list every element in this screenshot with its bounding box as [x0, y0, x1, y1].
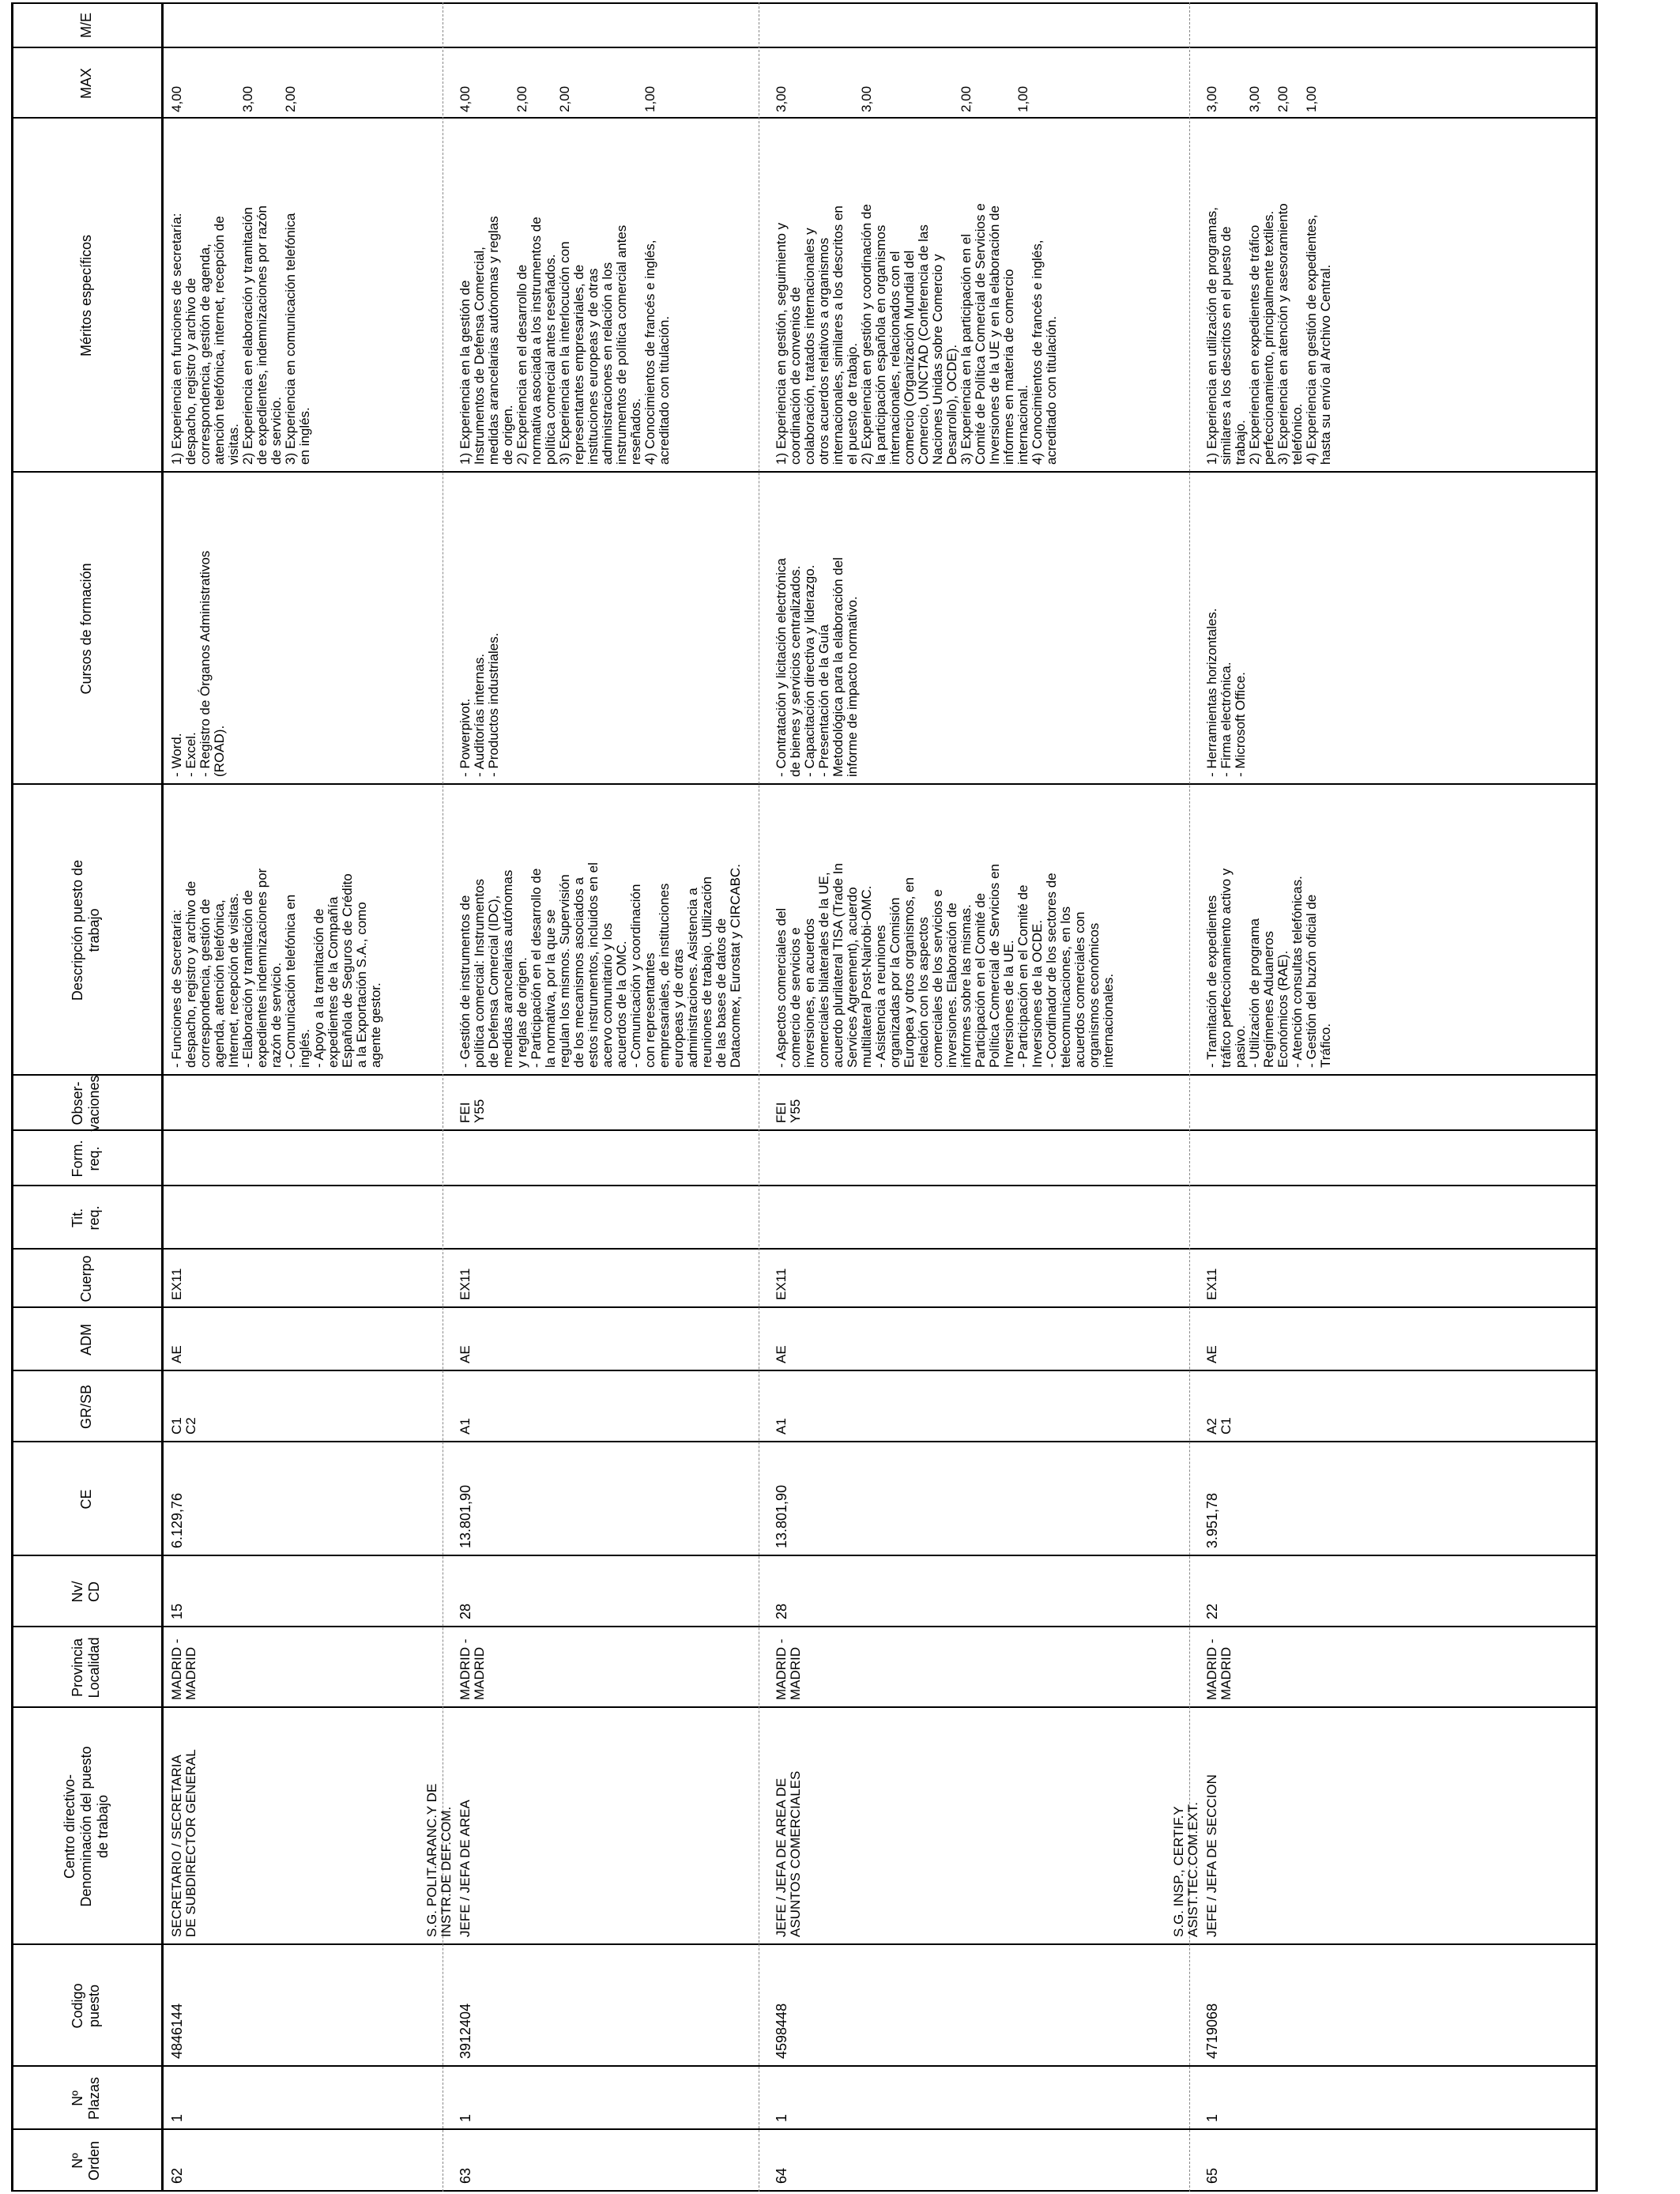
- cell-cursos: - Word. - Excel. - Registro de Órganos Administrativos (ROAD).: [169, 550, 227, 777]
- column-divider: [11, 1370, 1595, 1371]
- cell-meritos: 1) Experiencia en la gestión de Instrumentos de Defensa Comercial, medidas arancelarias autónomas y reglas de origen. 2) Experiencia en el desarrollo de normativa asociada a los instrumentos de política comercial antes reseñados. 3) Experiencia en la interlocución con representantes empresariales, de instituciones europeas y de otras administraciones en relación a los instrumentos de política comercial antes reseñados. 4) Conocimientos de francés e inglés, acreditado con titulación.: [458, 216, 672, 465]
- cell-provincia: MADRID - MADRID: [1204, 1638, 1234, 1700]
- column-divider: [11, 2190, 1595, 2192]
- column-divider: [11, 2065, 1595, 2067]
- merit-points: 2,00: [557, 85, 572, 112]
- cell-meritos: 1) Experiencia en gestión, seguimiento y coordinación de convenios de colaboración, tratados internacionales y otros acuerdos relativos a organismos internacionales, similares a los descritos en el puesto de trabajo. 2) Experiencia en gestión y coordinación de la participación española en organismos internacionales, relacionados con el comercio (Organización Mundial del Comercio, UNCTAD (Conferencia de las Naciones Unidas sobre Comercio y Desarrollo), OCDE). 3) Experiencia en la participación en el Comité de Política Comercial de Servicios e Inversiones de la UE y en la elaboración de informes en materia de comercio internacional. 4) Conocimientos de francés e inglés, acreditado con titulación.: [774, 203, 1059, 465]
- column-divider: [11, 1306, 1595, 1308]
- cell-adm: AE: [458, 1345, 473, 1363]
- cell-nivel: 22: [1204, 1603, 1220, 1619]
- header-me: M/E: [77, 13, 94, 39]
- cell-meritos: 1) Experiencia en funciones de secretaría: despacho, registro y archivo de correspondencia, gestión de agenda, atención telefónica, internet, recepción de visitas. 2) Experiencia en elaboración y tramitación de expedientes, indemnizaciones por razón de servicio. 3) Experiencia en comunicación telefónica en inglés.: [169, 205, 312, 465]
- column-divider: [11, 1074, 1595, 1076]
- cell-descripcion: - Tramitación de expedientes tráfico perfeccionamiento activo y pasivo. - Utilización de programa Regímenes Aduaneros Económicos (RAE). - Atención consultas telefónicas. - Gestión del buzón oficial de Tráfico.: [1204, 868, 1333, 1068]
- header-adm: ADM: [77, 1324, 94, 1355]
- column-divider: [11, 1943, 1595, 1945]
- header-nivel: Nv/ CD: [70, 1581, 102, 1603]
- header-cuerpo: Cuerpo: [77, 1255, 94, 1302]
- cell-nivel: 28: [458, 1603, 473, 1619]
- column-divider: [11, 1129, 1595, 1131]
- cell-codigo: 4846144: [169, 2003, 185, 2059]
- cell-ce: 13.801,90: [458, 1484, 473, 1548]
- merit-points: 2,00: [514, 85, 529, 112]
- cell-orden: 63: [458, 2167, 473, 2184]
- cell-adm: AE: [169, 1345, 184, 1363]
- cell-observaciones: FEI Y55: [774, 1099, 803, 1123]
- merit-points: 1,00: [642, 85, 657, 112]
- cell-puesto: SECRETARIO / SECRETARIA DE SUBDIRECTOR GENERAL: [169, 1749, 198, 1937]
- cell-codigo: 3912404: [458, 2003, 473, 2059]
- header-codigo: Codigo puesto: [70, 1983, 102, 2029]
- cell-grupo: C1 C2: [169, 1417, 198, 1434]
- cell-nivel: 15: [169, 1603, 185, 1619]
- cell-meritos: 1) Experiencia en utilización de programas, similares a los descritos en el puesto de trabajo. 2) Experiencia en expedientes de tráfico perfeccionamiento, principalmente textiles. 3) Experiencia en atención y asesoramiento telefónico. 4) Experiencia en gestión de expedientes, hasta su envío al Archivo Central.: [1204, 203, 1333, 465]
- column-divider: [11, 1248, 1595, 1250]
- cell-observaciones: FEI Y55: [458, 1099, 487, 1123]
- rotated-table-sheet: [2, 2, 1653, 2192]
- cell-codigo: 4598448: [774, 2003, 789, 2059]
- cell-ce: 13.801,90: [774, 1484, 789, 1548]
- merit-points: 2,00: [1275, 85, 1290, 112]
- cell-descripcion: - Gestión de instrumentos de política comercial: Instrumentos de Defensa Comercial (IDC), medidas arancelarias autónomas y reglas de origen. - Participación en el desarrollo de la normativa, por la que se regulan los mismos. Supervisión de los mecanismos asociados a estos instrumentos, incluidos en el acervo comunitario y los acuerdos de la OMC. - Comunicación y coordinación con representantes empresariales, de instituciones europeas y de otras administraciones. Asistencia a reuniones de trabajo. Utilización de las bases de datos de Datacomex, Eurostat y CIRCABC.: [458, 862, 743, 1068]
- column-divider: [11, 2128, 1595, 2130]
- merit-points: 3,00: [1204, 85, 1219, 112]
- cell-grupo: A2 C1: [1204, 1417, 1234, 1434]
- header-provincia: Provincia Localidad: [70, 1637, 102, 1698]
- column-divider: [11, 2, 1595, 4]
- cell-plazas: 1: [169, 2113, 185, 2122]
- cell-unidad: S.G. POLIT.ARANC.Y DE INSTR.DE DEF.COM.: [424, 1783, 454, 1937]
- header-titulacion: Tit. req.: [70, 1205, 102, 1231]
- cell-plazas: 1: [774, 2113, 789, 2122]
- column-divider: [11, 1555, 1595, 1556]
- cell-cuerpo: EX11: [1204, 1268, 1219, 1300]
- cell-orden: 62: [169, 2167, 185, 2184]
- header-ce: CE: [77, 1489, 94, 1510]
- merit-points: 4,00: [458, 85, 473, 112]
- cell-unidad: S.G. INSP., CERTIF.Y ASIST.TEC.COM.EXT.: [1171, 1802, 1200, 1937]
- cell-provincia: MADRID - MADRID: [458, 1638, 487, 1700]
- cell-cursos: - Herramientas horizontales. - Firma electrónica. - Microsoft Office.: [1204, 608, 1248, 777]
- merit-points: 2,00: [283, 85, 298, 112]
- cell-cursos: - Powerpivot. - Auditorías internas. - Productos industriales.: [458, 632, 501, 777]
- cell-cuerpo: EX11: [774, 1268, 789, 1300]
- header-observaciones: Obser- vaciones: [70, 1075, 102, 1132]
- column-divider: [11, 1706, 1595, 1708]
- column-divider: [11, 783, 1595, 785]
- cell-grupo: A1: [774, 1418, 789, 1434]
- header-meritos: Méritos específicos: [77, 234, 94, 357]
- merit-points: 4,00: [169, 85, 184, 112]
- column-divider: [11, 1441, 1595, 1442]
- cell-adm: AE: [774, 1345, 789, 1363]
- header-grupo: GR/SB: [77, 1385, 94, 1430]
- column-divider: [11, 117, 1595, 119]
- row-rule: [1595, 2, 1598, 2192]
- header-centro: Centro directivo- Denominación del puesto de trabajo: [61, 1746, 111, 1907]
- merit-points: 3,00: [859, 85, 874, 112]
- cell-descripcion: - Aspectos comerciales del comercio de servicios e inversiones, en acuerdos comerciales bilaterales de la UE, acuerdo plurilateral TISA (Trade In Services Agreement), acuerdo multilateral Post-Nairobi-OMC. - Asistencia a reuniones organizadas por la Comisión Europea y otros organismos, en relación con los aspectos comerciales de los servicios e inversiones. Elaboración de informes sobre las mismas. Participación en el Comité de Política Comercial de Servicios en Inversiones de la UE. - Participación en el Comité de Inversiones de la OCDE. - Coordinador de los sectores de telecomunicaciones, en los acuerdos comerciales con organismos económicos internacionales.: [774, 863, 1116, 1068]
- cell-puesto: JEFE / JEFA DE SECCION: [1204, 1774, 1219, 1937]
- header-orden: Nº Orden: [70, 2140, 102, 2181]
- header-formacion: Form. req.: [70, 1140, 102, 1178]
- merit-points: 2,00: [959, 85, 974, 112]
- cell-nivel: 28: [774, 1603, 789, 1619]
- cell-cursos: - Contratación y licitación electrónica de bienes y servicios centralizados. - Capacitación directiva y liderazgo. - Presentación de la Guía Metodológica para la elaboración del informe de impacto normativo.: [774, 557, 860, 777]
- column-divider: [11, 1185, 1595, 1186]
- cell-puesto: JEFE / JEFA DE AREA: [458, 1800, 473, 1937]
- cell-ce: 3.951,78: [1204, 1492, 1220, 1548]
- cell-descripcion: - Funciones de Secretaría: despacho, registro y archivo de correspondencia, gestión de agenda, atención telefónica, Internet, recepción de visitas. - Elaboración y tramitación de expedientes indemnizaciones por razón de servicio. - Comunicación telefónica en inglés. - Apoyo a la tramitación de expedientes de la Compañía Española de Seguros de Crédito a la Exportación S.A., como agente gestor.: [169, 868, 383, 1068]
- column-divider: [11, 47, 1595, 48]
- row-rule: [161, 2, 164, 2192]
- cell-provincia: MADRID - MADRID: [169, 1638, 198, 1700]
- cell-cuerpo: EX11: [458, 1268, 473, 1300]
- cell-plazas: 1: [1204, 2113, 1220, 2122]
- cell-puesto: JEFE / JEFA DE AREA DE ASUNTOS COMERCIALES: [774, 1770, 803, 1937]
- cell-provincia: MADRID - MADRID: [774, 1638, 803, 1700]
- header-plazas: Nº Plazas: [70, 2076, 102, 2120]
- cell-cuerpo: EX11: [169, 1268, 184, 1300]
- cell-grupo: A1: [458, 1418, 473, 1434]
- header-descripcion: Descripción puesto de trabajo: [70, 859, 102, 1001]
- header-max: MAX: [77, 68, 94, 100]
- merit-points: 1,00: [1304, 85, 1319, 112]
- cell-orden: 64: [774, 2167, 789, 2184]
- cell-adm: AE: [1204, 1345, 1219, 1363]
- column-divider: [11, 471, 1595, 473]
- staff-positions-table: [2, 2, 1653, 2192]
- cell-plazas: 1: [458, 2113, 473, 2122]
- column-divider: [11, 1626, 1595, 1627]
- merit-points: 3,00: [1247, 85, 1262, 112]
- cell-orden: 65: [1204, 2167, 1220, 2184]
- merit-points: 3,00: [240, 85, 255, 112]
- cell-codigo: 4719068: [1204, 2003, 1220, 2059]
- header-cursos: Cursos de formación: [77, 563, 94, 695]
- merit-points: 1,00: [1015, 85, 1030, 112]
- merit-points: 3,00: [774, 85, 789, 112]
- cell-ce: 6.129,76: [169, 1492, 185, 1548]
